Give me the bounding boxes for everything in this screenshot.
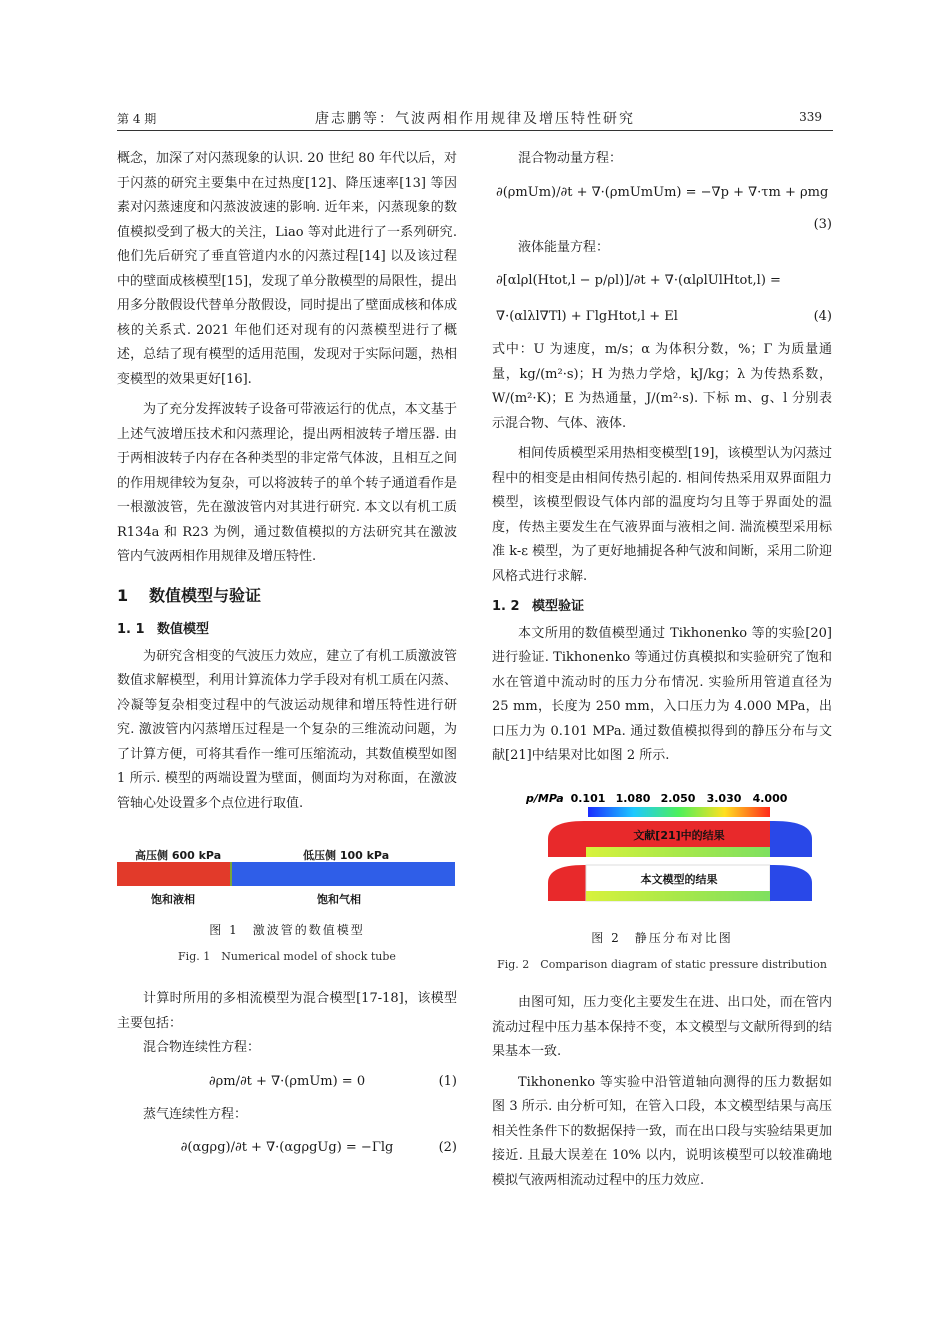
section-1-1-number: 1. 1: [117, 622, 145, 637]
bar2-inlet-cap: [548, 865, 586, 901]
section-1-number: 1: [117, 585, 129, 605]
figure-1-bottom-labels: [117, 886, 457, 906]
equation-1-intro: 混合物连续性方程：: [143, 1040, 261, 1055]
equation-3-intro: 混合物动量方程：: [518, 151, 623, 166]
equation-1-body: ∂ρm/∂t + ∇·(ρmUm) = 0: [208, 1073, 366, 1089]
bar2-body-pressure: [586, 891, 770, 901]
equation-3: [492, 178, 832, 208]
saturated-gas-label: 饱和气相: [317, 893, 361, 906]
header-rule: [117, 130, 833, 131]
paragraph-numerical-model: 为研究含相变的气波压力效应，建立了有机工质激波管数值求解模型，利用计算流体力学手段对有机工质在闪蒸、冷凝等复杂相变过程中的气波运动规律和增压特性进行研究. 激波管内闪蒸增压过程是一个复杂的三维流动问题，为了计算方便，可将其看作一维可压缩流动，其数值模型如图 1 所示. 模型的两端设置为壁面，侧面均为对称面，在激波管轴心处设置多个点位进行取值.: [117, 648, 457, 811]
paragraph-figure-2-discussion: 由图可知，压力变化主要发生在进、出口处，而在管内流动过程中压力基本保持不变，本文模型与文献所得到的结果基本一致.: [492, 995, 832, 1059]
equation-4-body-b: ∇·(αlλl∇Tl) + ΓlgHtot,l + El: [496, 309, 678, 324]
equation-2-number: (2): [438, 1140, 457, 1155]
section-1-heading: [117, 584, 457, 609]
static-pressure-figure: [492, 791, 832, 911]
equation-4-intro: 液体能量方程：: [518, 239, 610, 255]
figure-1-top-labels: [117, 842, 457, 862]
paragraph-mixture-model: 计算时所用的多相流模型为混合模型[17-18]，该模型主要包括：: [117, 991, 457, 1031]
figure-1-caption-cn: 图 1 激波管的数值模型: [209, 923, 365, 937]
bar1-outlet-cap: [770, 821, 812, 857]
paragraph-experiment-comparison: Tikhonenko 等实验中沿管道轴向测得的压力数据如图 3 所示. 由分析可知，在管入口段，本文模型结果与高压相关性条件下的数据保持一致，而在出口段与实验结果更加接近. 且最大误差在 10% 以内，说明该模型可以较准确地模拟气液两相流动过程中的压力效应.: [492, 1074, 832, 1188]
section-1-1-title: 数值模型: [157, 622, 210, 637]
paragraph-wave-rotor: 为了充分发挥波转子设备可带液运行的优点，本文基于上述气波增压技术和闪蒸理论，提出两相波转子增压器. 由于两相波转子内存在各种类型的非定常气体波，且相互之间的作用规律较为复杂，可以将波转子的单个转子通道看作是一根激波管，先在激波管内对其进行研究. 本文以有机工质 R134a 和 R23 为例，通过数值模拟的方法研究其在激波管内气波两相作用规律及增压特性.: [117, 402, 457, 564]
equation-3-number: (3): [813, 216, 832, 232]
legend-title: p/MPa: [526, 791, 564, 805]
equation-2: [117, 1133, 457, 1163]
equation-2-body: ∂(αgρg)/∂t + ∇·(αgρgUg) = −Γlg: [180, 1140, 394, 1155]
bar2-outlet-cap: [770, 865, 812, 901]
equation-4-line-2: [492, 302, 832, 332]
issue-number: 第 4 期: [117, 112, 157, 126]
equation-3-body: ∂(ρmUm)/∂t + ∇·(ρmUmUm) = −∇p + ∇·τm + ρmg: [496, 184, 829, 200]
figure-2-caption-en: Fig. 2 Comparison diagram of static pressure distribution: [497, 957, 827, 971]
bar1-inlet-cap: [548, 821, 586, 857]
equation-4-number: (4): [813, 309, 832, 324]
bar2-label: 本文模型的结果: [640, 872, 718, 886]
equation-2-intro: 蒸气连续性方程：: [143, 1106, 248, 1122]
saturated-liquid-label: 饱和液相: [151, 893, 195, 906]
legend-tick-2: 2.050: [660, 791, 696, 805]
color-scale-bar: [588, 807, 770, 817]
legend-tick-1: 1.080: [615, 791, 651, 805]
section-1-title: 数值模型与验证: [149, 585, 262, 605]
bar1-label: 文献[21]中的结果: [633, 828, 725, 842]
figure-2-caption-cn: 图 2 静压分布对比图: [591, 931, 733, 945]
low-pressure-label: 低压侧 100 kPa: [303, 849, 390, 862]
figure-1-caption-en: Fig. 1 Numerical model of shock tube: [178, 949, 396, 963]
page-number: 339: [799, 110, 822, 124]
figure-1: [117, 842, 457, 969]
running-title: 唐志鹏等：气波两相作用规律及增压特性研究: [315, 111, 635, 127]
section-1-2-heading: [492, 595, 832, 620]
paragraph-flash-research: 概念，加深了对闪蒸现象的认识. 20 世纪 80 年代以后，对于闪蒸的研究主要集中在过热度[12]、降压速率[13] 等因素对闪蒸速度和闪蒸波波速的影响. 近年来，闪蒸现象的数值模拟受到了极大的关注，Liao 等对此进行了一系列研究. 他们先后研究了垂直管道内水的闪蒸过程[14] 以及该过程中的壁面成核模型[15]，发现了单分散模型的局限性，提出用多分散假设代替单分散假设，同时提出了壁面成核和体成核的关系式. 2021 年他们还对现有的闪蒸模型进行了概述，总结了现有模型的适用范围，发现对于实际问题，热相变模型的效果更好[16].: [117, 151, 457, 387]
section-1-2-title: 模型验证: [532, 599, 585, 614]
equation-4-line-1: [492, 266, 832, 296]
bar1-body-pressure: [586, 847, 770, 857]
legend-tick-4: 4.000: [752, 791, 788, 805]
high-pressure-label: 高压侧 600 kPa: [135, 849, 222, 862]
right-column: [492, 147, 832, 1193]
paragraph-model-validation: 本文所用的数值模型通过 Tikhonenko 等的实验[20] 进行验证. Tikhonenko 等通过仿真模拟和实验研究了饱和水在管道中流动时的压力分布情况. 实验所用管道直径为 25 mm，长度为 250 mm，入口压力为 4.000 MPa，出口压力为 0.101 MPa. 通过数值模拟得到的静压分布与文献[21]中结果对比如图 2 所示.: [492, 625, 832, 763]
paragraph-phase-change-model: 相间传质模型采用热相变模型[19]，该模型认为闪蒸过程中的相变是由相间传热引起的. 相间传热采用双界面阻力模型，该模型假设气体内部的温度均匀且等于界面处的温度，传热主要发生在气液界面与液相之间. 湍流模型采用标准 k-ε 模型，为了更好地捕捉各种气波和间断，采用二阶迎风格式进行求解.: [492, 446, 832, 584]
equation-1-number: (1): [438, 1073, 457, 1089]
equation-1: [117, 1067, 457, 1097]
equation-4-body-a: ∂[αlρl(Htot,l − p/ρl)]/∂t + ∇·(αlρlUlHtot,l) =: [496, 273, 781, 288]
left-column: [117, 147, 457, 1169]
legend-tick-3: 3.030: [706, 791, 742, 805]
figure-2: [492, 791, 832, 978]
section-1-2-number: 1. 2: [492, 599, 520, 614]
section-1-1-heading: [117, 618, 457, 643]
paragraph-symbol-definitions: 式中：U 为速度，m/s；α 为体积分数，%；Γ 为质量通量，kg/(m²·s)；H 为热力学焓，kJ/kg；λ 为传热系数，W/(m²·K)；E 为热通量，J/(m²·s). 下标 m、g、l 分别表示混合物、气体、液体.: [492, 342, 832, 431]
legend-tick-0: 0.101: [570, 791, 606, 805]
